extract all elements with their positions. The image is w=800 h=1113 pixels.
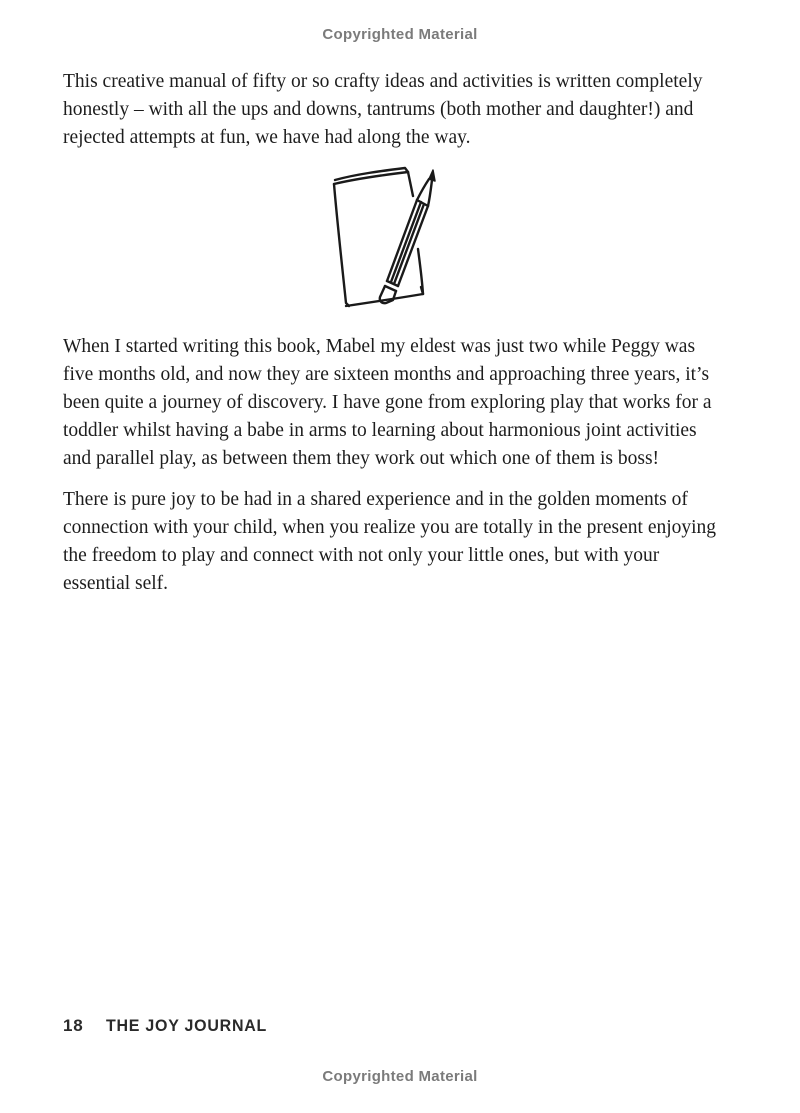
paper-and-pencil-sketch-icon	[325, 165, 463, 313]
running-footer	[63, 1016, 277, 1036]
body-paragraph-3: There is pure joy to be had in a shared experience and in the golden moments of connection with your child, when you realize you are totally in the present enjoying the freedom to play and connect with not only your little ones, but with your essential self.	[63, 489, 717, 594]
copyright-notice-bottom: Copyrighted Material	[322, 1068, 478, 1085]
body-paragraph-1: This creative manual of fifty or so crafty ideas and activities is written completely honestly – with all the ups and downs, tantrums (both mother and daughter!) and rejected attempts at fun, we have had along the way.	[63, 71, 703, 148]
page-number: 18	[63, 1016, 84, 1035]
copyright-notice-top: Copyrighted Material	[322, 26, 478, 43]
body-paragraph-2: When I started writing this book, Mabel my eldest was just two while Peggy was five months old, and now they are sixteen months and approaching three years, it’s been quite a journey of discovery. I have gone from exploring play that works for a toddler whilst having a babe in arms to learning about harmonious joint activities and parallel play, as between them they work out which one of them is boss!	[63, 336, 712, 469]
book-title: THE JOY JOURNAL	[105, 1016, 267, 1035]
paper-and-pencil-illustration	[63, 165, 725, 313]
page-body	[63, 68, 725, 611]
